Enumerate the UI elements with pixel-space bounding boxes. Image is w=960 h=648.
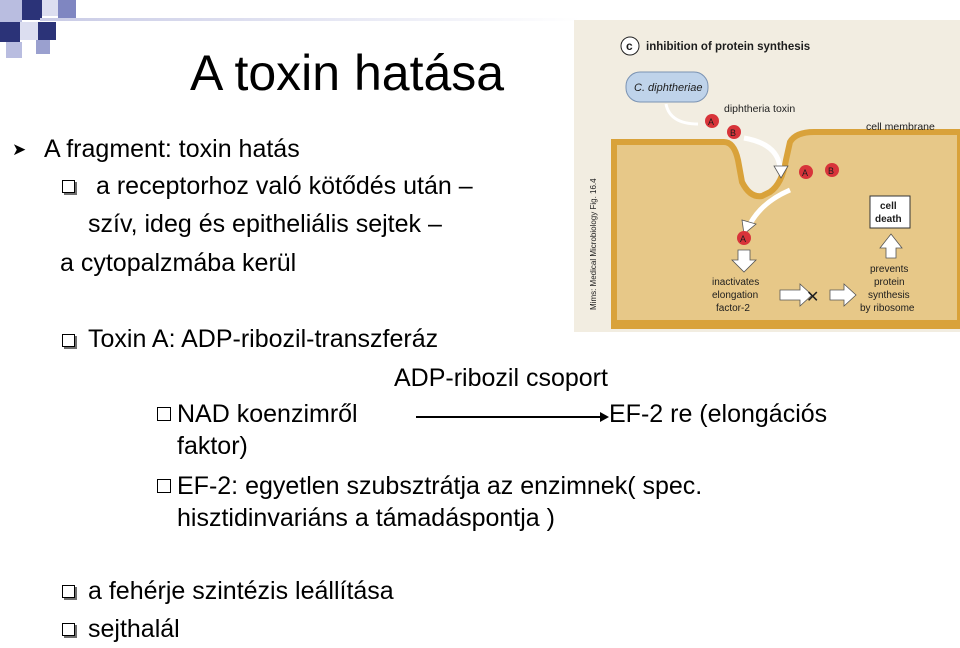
square-bullet-icon xyxy=(62,334,75,347)
toxin-fragment-a: A xyxy=(708,117,715,127)
arrow-bullet-icon: ➤ xyxy=(12,140,27,159)
bullet-a-fragment: A fragment: toxin hatás xyxy=(44,135,300,163)
diphtheria-toxin-figure xyxy=(574,20,960,332)
slide-title: A toxin hatása xyxy=(190,45,505,101)
nad-from-text: NAD koenzimről xyxy=(177,400,358,428)
sub1-line3: a cytopalzmába kerül xyxy=(60,249,297,277)
top-gradient-bar xyxy=(40,18,580,21)
prevents-line2: protein xyxy=(874,277,905,288)
panel-letter: c xyxy=(626,39,633,53)
square-bullet-icon xyxy=(62,623,75,636)
adp-ribozil-group-label: ADP-ribozil csoport xyxy=(394,364,608,392)
protein-synthesis-stop: a fehérje szintézis leállítása xyxy=(88,577,394,605)
blocked-x-icon: ✕ xyxy=(806,289,820,306)
membrane-label: cell membrane xyxy=(866,121,935,133)
arrow-right-icon xyxy=(600,412,609,422)
prevents-line1: prevents xyxy=(870,264,909,275)
sub1-line1: a receptorhoz való kötődés után – xyxy=(96,172,473,200)
square-bullet-icon xyxy=(62,585,75,598)
organism-label: C. diphtheriae xyxy=(634,82,703,94)
ef2-line2: hisztidinvariáns a támadáspontja ) xyxy=(177,504,555,532)
membrane-fragment-a: A xyxy=(802,168,809,178)
nad-to-text: EF-2 re (elongációs xyxy=(609,400,828,428)
membrane-fragment-b: B xyxy=(828,166,835,176)
cell-death-line1: cell xyxy=(880,201,897,212)
square-bullet-icon xyxy=(62,180,75,193)
sub1-line2: szív, ideg és epitheliális sejtek – xyxy=(88,210,442,238)
figure-svg xyxy=(574,20,960,332)
toxin-fragment-b: B xyxy=(730,128,737,138)
corner-mosaic-decoration xyxy=(0,0,140,60)
nad-continuation: faktor) xyxy=(177,432,248,460)
cell-death-line2: death xyxy=(875,214,902,225)
inactivates-line2: elongation xyxy=(712,290,759,301)
inactivates-line3: factor-2 xyxy=(716,303,750,314)
prevents-line4: by ribosome xyxy=(860,303,915,314)
square-bullet-icon xyxy=(157,407,171,421)
released-fragment-a: A xyxy=(740,234,747,244)
panel-title: inhibition of protein synthesis xyxy=(646,41,811,53)
figure-credit: Mims: Medical Microbiology Fig. 16.4 xyxy=(589,178,598,310)
inactivates-line1: inactivates xyxy=(712,277,760,288)
square-bullet-icon xyxy=(157,479,171,493)
cell-death-line: sejthalál xyxy=(88,615,180,643)
ef2-line1: EF-2: egyetlen szubsztrátja az enzimnek( spec. xyxy=(177,472,703,500)
prevents-line3: synthesis xyxy=(868,290,910,301)
toxin-a-line: Toxin A: ADP-ribozil-transzferáz xyxy=(88,325,439,353)
transfer-arrow-line xyxy=(416,416,602,418)
toxin-label: diphtheria toxin xyxy=(724,103,796,115)
